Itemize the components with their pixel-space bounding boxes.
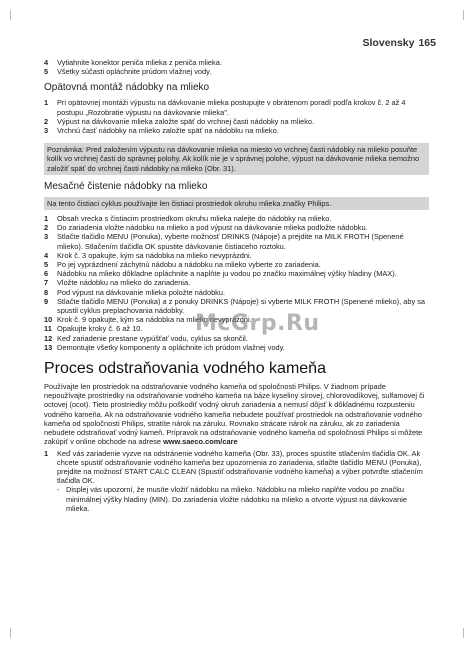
step-item: 3 Vrchnú časť nádobky na mlieko založte späť na nádobku na mlieko. bbox=[44, 126, 279, 136]
page-header bbox=[363, 37, 436, 49]
chapter-heading: Proces odstraňovania vodného kameňa bbox=[44, 360, 326, 378]
page-content bbox=[44, 58, 429, 513]
section1-steps bbox=[44, 98, 429, 135]
step-item: 10 Krok č. 9 opakujte, kým sa nádobka na mlieko nevyprázdni. bbox=[44, 315, 252, 325]
step-item: 5 Všetky súčasti opláchnite prúdom vlažnej vody. bbox=[44, 67, 212, 77]
step-item: 1 Pri opätovnej montáži výpustu na dávkovanie mlieka postupujte v obrátenom poradí podľa krokov č. 2 až 4 postupu „Rozobratie výpustu na dávkovanie mlieka". bbox=[44, 98, 406, 117]
section-heading: Opätovná montáž nádobky na mlieko bbox=[44, 82, 210, 94]
step-item: 4 Vytiahnite konektor peniča mlieka z peniča mlieka. bbox=[44, 58, 222, 67]
crop-mark bbox=[10, 628, 21, 638]
step-item: 1 Obsah vrecka s čistiacim prostriedkom okruhu mlieka nalejte do nádobky na mlieko. bbox=[44, 214, 332, 224]
step-item: 9 Stlačte tlačidlo MENU (Ponuka) a z ponuky DRINKS (Nápoje) si vyberte MILK FROTH (Spenené mlieko), aby sa spustil cyklus preplachovania nádobky. bbox=[44, 296, 426, 316]
step-item: 12 Keď zariadenie prestane vypúšťať vodu, cyklus sa skončil. bbox=[44, 333, 248, 343]
care-website-link: www.saeco.com/care bbox=[163, 437, 238, 447]
step-item: 2 Výpust na dávkovanie mlieka založte späť do vrchnej časti nádobky na mlieko. bbox=[44, 116, 315, 126]
crop-mark bbox=[453, 10, 464, 20]
step-item: 3 Stlačte tlačidlo MENU (Ponuka), vyberte možnosť DRINKS (Nápoje) a prejdite na MILK FROTH (Spenené mlieko). Stlačením tlačidla OK spustite dávkovanie čistiaceho roztoku. bbox=[44, 232, 404, 251]
sub-step-item: - Displej vás upozorní, že musíte vložiť nádobku na mlieko. Nádobku na mlieko naplňte vodou po značku minimálnej výšky hladiny (MIN). Do zariadenia vložte nádobku na mlieko a otvorte výpust na dávkovanie mlieka. bbox=[57, 485, 407, 513]
page-number: 165 bbox=[418, 37, 436, 49]
step-item: 5 Po jej vyprázdnení záchytnú nádobu a nádobku na mlieko vyberte zo zariadenia. bbox=[44, 260, 321, 270]
step-item: 2 Do zariadenia vložte nádobku na mlieko a pod výpust na dávkovanie mlieka podložte nádobku. bbox=[44, 223, 368, 233]
crop-mark bbox=[453, 628, 464, 638]
info-band: Na tento čistiaci cyklus používajte len čistiaci prostriedok okruhu mlieka značky Philips. bbox=[44, 197, 429, 210]
intro-paragraph: Používajte len prostriedok na odstraňovanie vodného kameňa od spoločnosti Philips. V žiadnom prípade nepoužívajte prostriedky na odstraňovanie vodného kameňa na báze kyseliny sírovej, chlorovodíkovej, sulfamovej či octovej (ocot). Tieto prostriedky môžu poškodiť vodný okruh zariadenia a nemusí dôjsť k dôkladnému rozpusteniu vodného kameňa. Ak na odstraňovanie vodného kameňa nebudete používať prostriedok na odstraňovanie vodného kameňa od spoločnosti Philips, stratíte nárok na záruku. Rovnako strácate nárok na záruku, ak zo zariadenia nebudete odstraňovať vodný kameň. Prípravok na odstraňovanie vodného kameňa od spoločnosti Philips si môžete zakúpiť v online obchode na adrese www.saeco.com/care bbox=[44, 382, 425, 447]
crop-mark bbox=[10, 10, 21, 20]
step-item: 8 Pod výpust na dávkovanie mlieka položte nádobku. bbox=[44, 287, 226, 297]
header-language: Slovensky bbox=[362, 37, 415, 49]
step-item: 11 Opakujte kroky č. 6 až 10. bbox=[44, 324, 143, 334]
step-item: 13 Demontujte všetky komponenty a opláchnite ich prúdom vlažnej vody. bbox=[44, 342, 285, 352]
step-item: 6 Nádobku na mlieko dôkladne opláchnite a naplňte ju vodou po značku maximálnej výšky hladiny (MAX). bbox=[44, 269, 397, 279]
step-item: 1 Keď vás zariadenie vyzve na odstránenie vodného kameňa (Obr. 33), proces spustíte stlačením tlačidla OK. Ak chcete spustiť odstraňovanie vodného kameňa bez upozornenia zo zariadenia, stlačte tlačidlo MENU (Ponuka), prejdite na možnosť START CALC CLEAN (Spustiť odstraňovanie vodného kameňa) a výber potvrďte stlačením tlačidla OK. bbox=[44, 448, 423, 486]
step-item: 7 Vložte nádobku na mlieko do zariadenia. bbox=[44, 278, 191, 288]
watermark: McGrp.Ru bbox=[195, 311, 320, 336]
continued-steps bbox=[44, 58, 429, 76]
section-heading: Mesačné čistenie nádobky na mlieko bbox=[44, 180, 208, 192]
step-item: 4 Krok č. 3 opakujte, kým sa nádobka na mlieko nevyprázdni. bbox=[44, 250, 252, 260]
note-box: Poznámka: Pred založením výpustu na dávkovanie mlieka na miesto vo vrchnej časti nádobky na mlieko posuňte kolík vo vrchnej časti do správnej polohy. Ak kolík nie je v správnej polohe, výpust na dávkovanie mlieka nemožno založiť späť do vrchnej časti nádobky na mlieko (Obr. 31). bbox=[44, 143, 429, 175]
